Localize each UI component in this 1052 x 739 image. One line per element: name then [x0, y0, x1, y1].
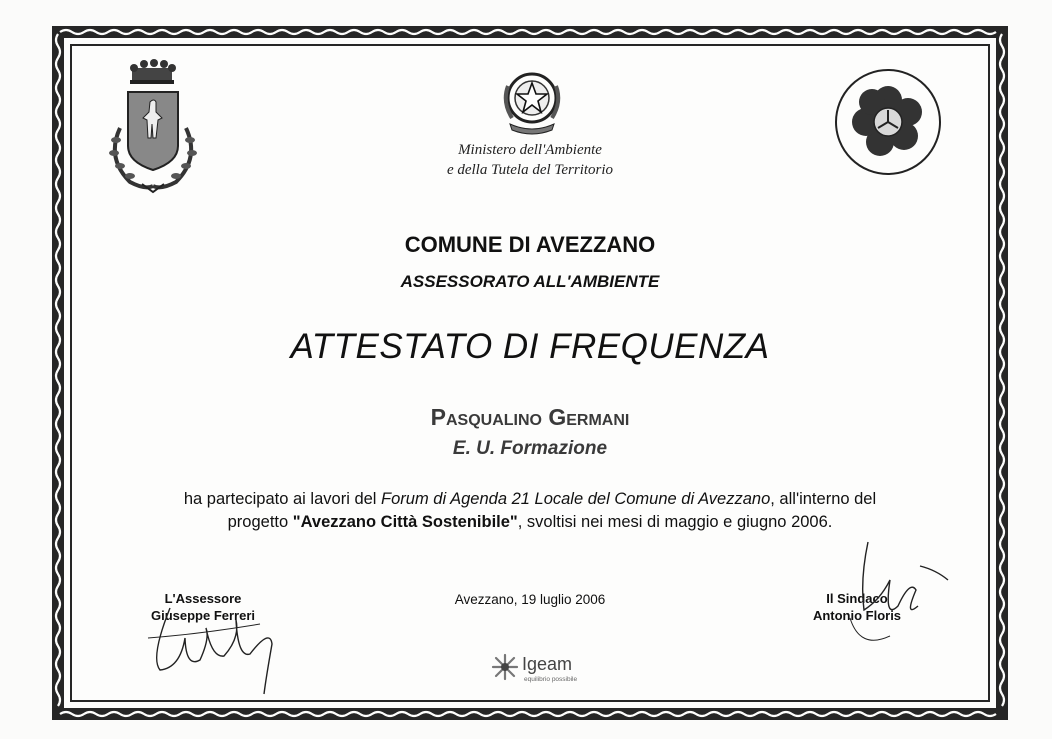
- assessore-name: Giuseppe Ferreri: [150, 608, 256, 623]
- avezzano-coat-of-arms-icon: [100, 58, 205, 196]
- comune-title: COMUNE DI AVEZZANO: [404, 232, 656, 257]
- recipient-organization: E. U. Formazione: [452, 438, 608, 459]
- body-text-1: ha partecipato ai lavori del: [183, 490, 382, 508]
- certificate-title: ATTESTATO DI FREQUENZA: [290, 327, 770, 366]
- date-place: Avezzano, 19 luglio 2006: [454, 592, 606, 607]
- certificate-body-line-1: [120, 488, 940, 510]
- sindaco-role: Il Sindaco: [826, 591, 888, 606]
- igeam-burst-icon: [490, 652, 520, 682]
- body-text-4: , svoltisi nei mesi di maggio e giugno 2006.: [517, 513, 833, 531]
- ministry-line-2: e della Tutela del Territorio: [446, 162, 614, 178]
- igeam-logo: [490, 650, 600, 690]
- body-text-2: , all'interno del: [770, 490, 877, 508]
- certificate-body-line-2: [120, 511, 940, 533]
- body-text-3: progetto: [227, 513, 293, 531]
- assessore-handwritten-signature: [140, 598, 290, 698]
- sindaco-name: Antonio Floris: [812, 608, 902, 623]
- ministry-line-1: Ministero dell'Ambiente: [458, 142, 602, 158]
- igeam-name: Igeam: [522, 654, 573, 674]
- sindaco-handwritten-signature: [820, 540, 952, 650]
- ministry-name: [380, 140, 680, 180]
- project-name: "Avezzano Città Sostenibile": [292, 513, 518, 531]
- assessorato-subtitle: ASSESSORATO ALL'AMBIENTE: [400, 272, 660, 291]
- recipient-name: Pasqualino Germani: [430, 404, 630, 430]
- agenda-21-seal-icon: [832, 66, 944, 178]
- italian-republic-emblem-icon: [498, 66, 566, 136]
- igeam-tagline: equilibrio possibile: [524, 676, 578, 683]
- forum-name: Forum di Agenda 21 Locale del Comune di Avezzano: [381, 490, 771, 508]
- assessore-role: L'Assessore: [164, 591, 242, 606]
